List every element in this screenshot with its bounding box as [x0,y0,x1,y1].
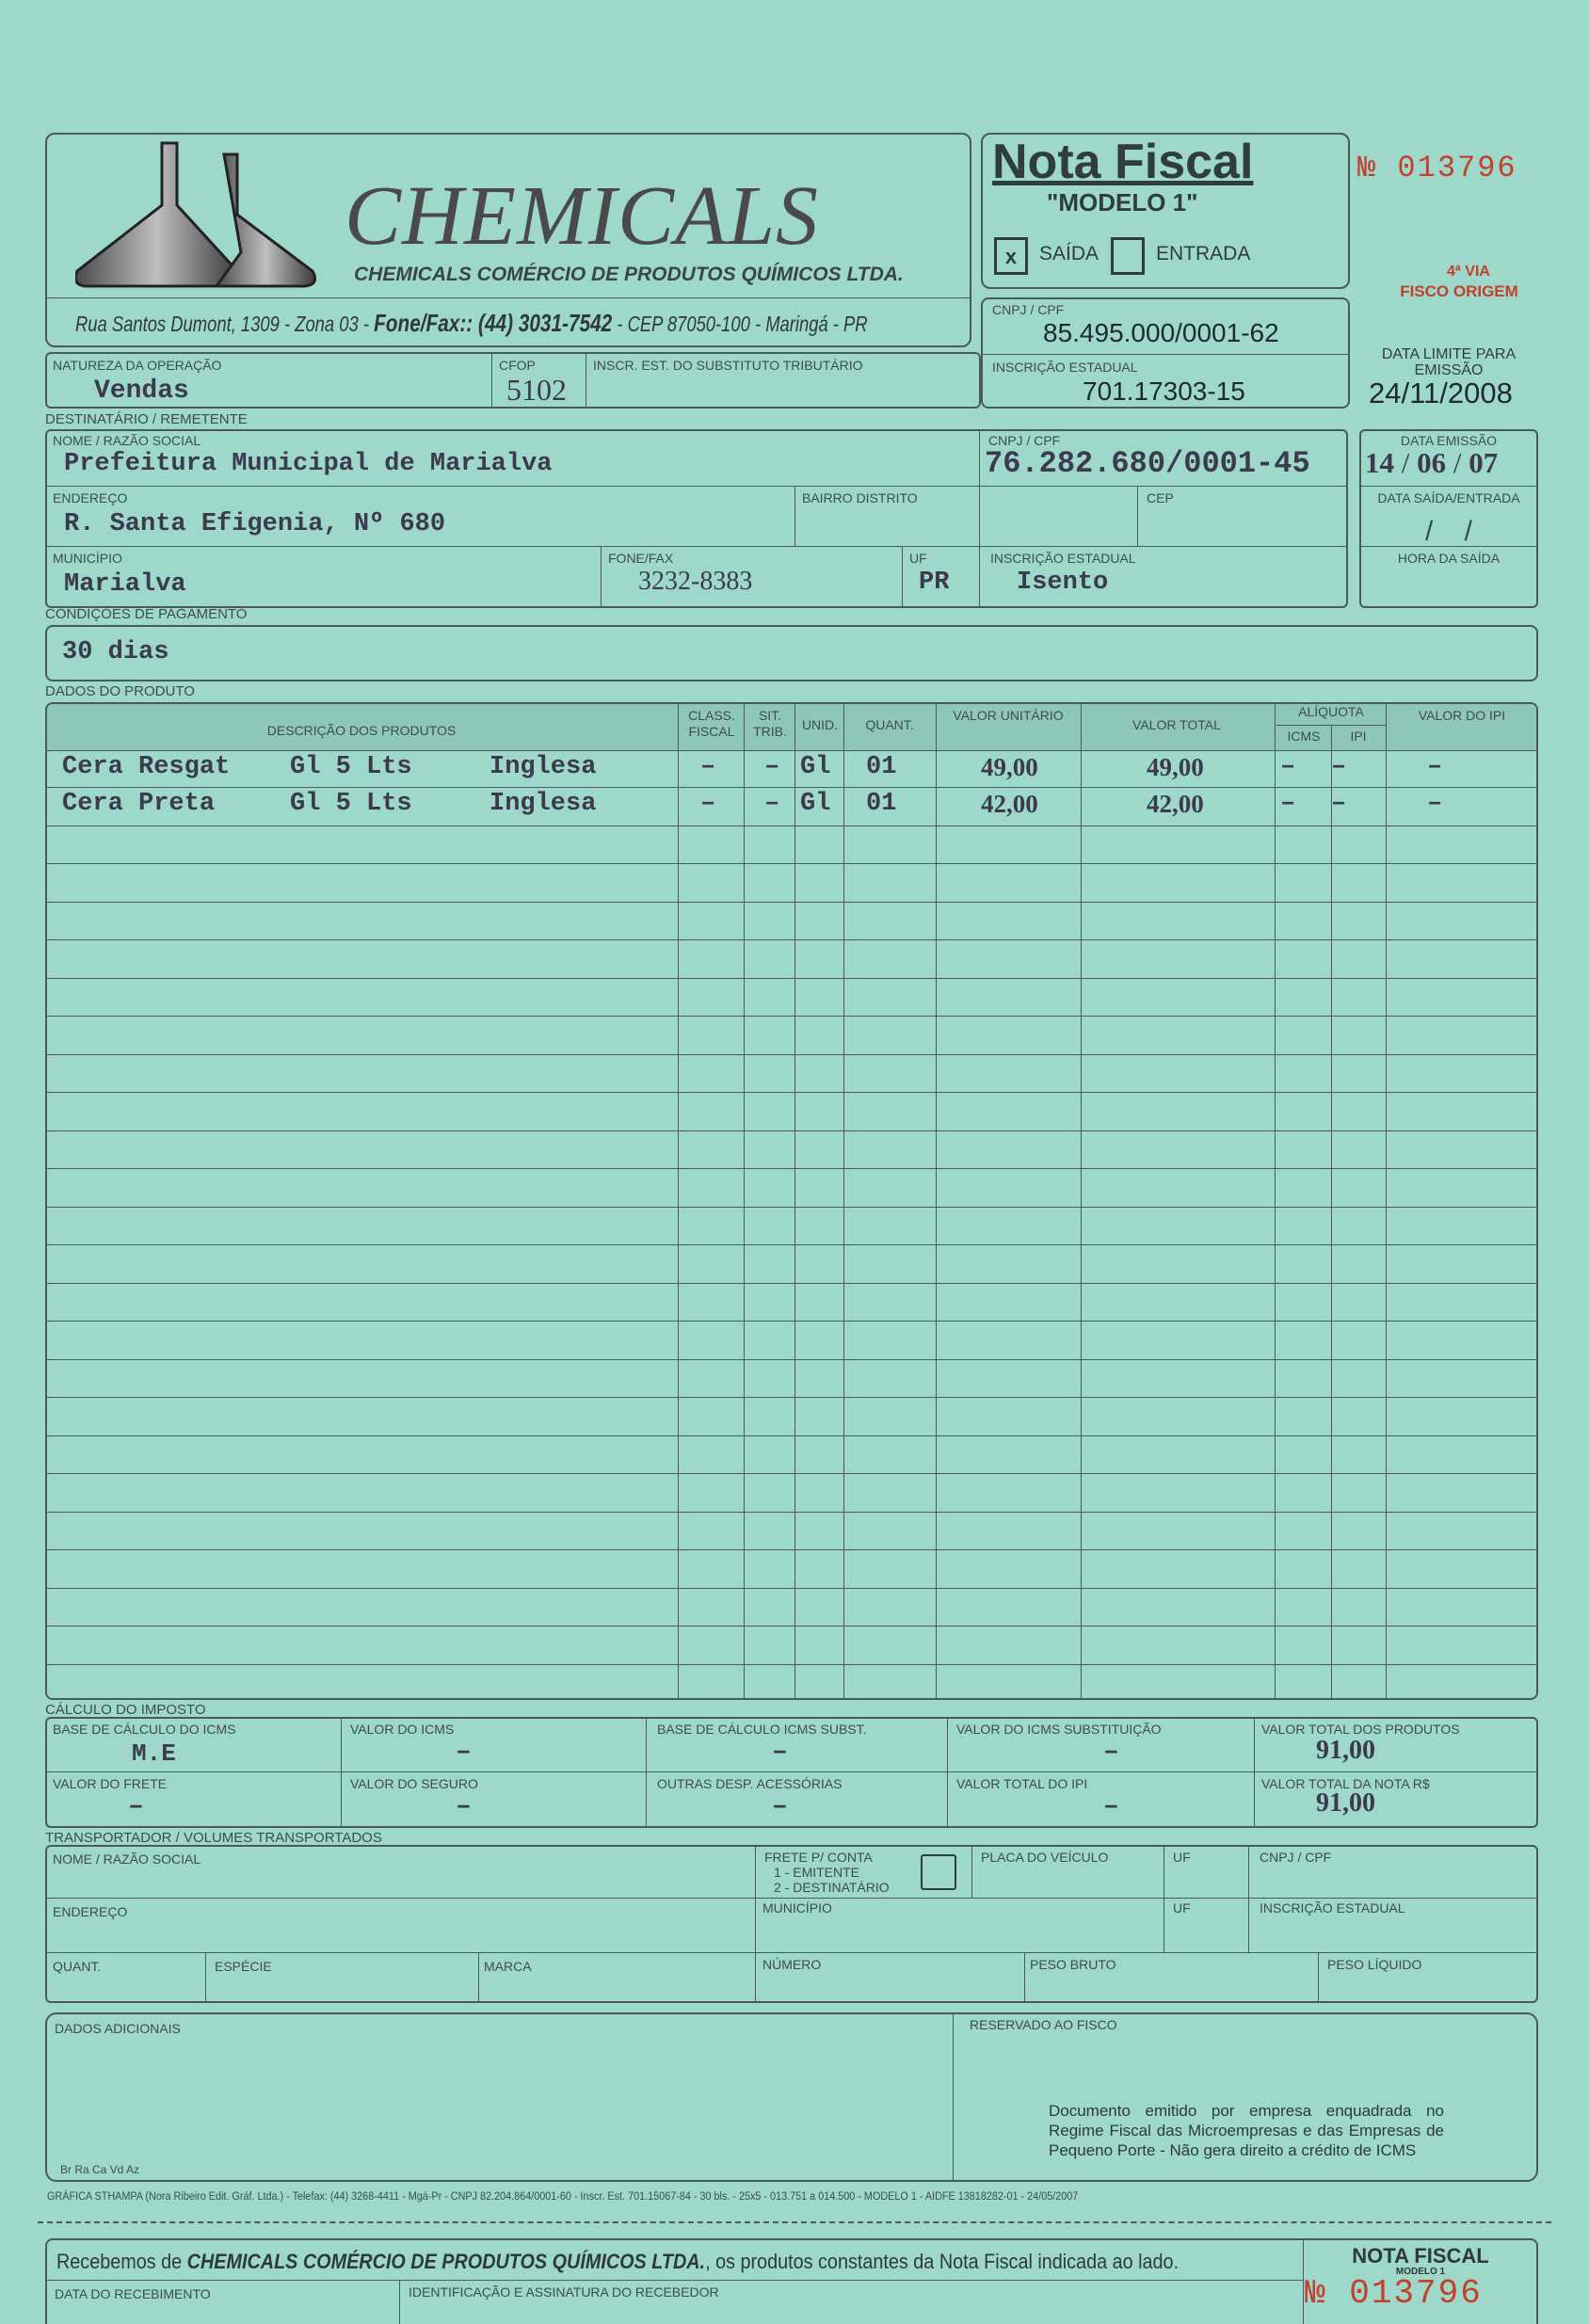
transp-peso-liquido-label: PESO LÍQUIDO [1327,1957,1422,1972]
produtos-row-line [45,1168,1538,1169]
transp-quant-label: QUANT. [53,1959,102,1974]
produto-cell-produto: Cera Resgat [62,753,231,781]
produtos-col-line [1275,702,1276,1700]
seguro-label: VALOR DO SEGURO [350,1776,478,1791]
dest-cnpj-divider [979,429,980,546]
transp-col-f [478,1952,479,2003]
produtos-row-line [45,1397,1538,1398]
produtos-row-line [45,1207,1538,1208]
hdr-unid: UNID. [801,717,839,732]
transp-col-g [1024,1952,1025,2003]
transp-marca-label: MARCA [484,1959,532,1974]
produtos-row-line [45,1473,1538,1474]
imposto-col-4 [1254,1717,1255,1828]
nota-number [1357,151,1517,185]
emitente-divider [981,354,1350,355]
adicionais-divider [953,2012,954,2182]
produtos-row-line [45,787,1538,788]
imposto-col-2 [646,1717,647,1828]
valor-icms-label: VALOR DO ICMS [350,1722,455,1737]
nota-number-prefix: № [1357,151,1378,185]
company-divider [45,297,971,298]
transp-nome-label: NOME / RAZÃO SOCIAL [53,1851,201,1867]
outras: – [772,1792,788,1821]
hdr-aliquota: ALÍQUOTA [1298,704,1364,719]
nota-number-value: 013796 [1397,151,1517,185]
produtos-row-line [45,1626,1538,1627]
canhoto-nf-number [1305,2274,1483,2313]
hora-saida-label: HORA DA SAÍDA [1397,551,1501,566]
company-address [75,309,868,338]
produtos-row-line [45,1016,1538,1017]
dest-row1-divider [45,486,1348,487]
dest-uf: PR [919,569,950,597]
dest-uf-divider [902,546,903,608]
dest-municipio: Marialva [64,570,186,599]
grafica-footer: GRÁFICA STHAMPA (Nora Ribeiro Edit. Gráf. Ltda.) - Telefax: (44) 3268-4411 - Mgá-Pr - CNPJ 82.204.864/0001-60 - Inscr. Est. 701.15067-84 - 30 bls. - 25x5 - 013.751 a 014.500 - MODELO 1 - AIDFE 13818282-01 - 24/05/2007 [47,2189,1079,2203]
data-saida-divider [1359,546,1538,547]
cfop-value: 5102 [506,373,567,407]
produto-cell-unid: Gl [800,753,831,781]
produto-cell-origem: Inglesa [490,790,597,818]
transp-peso-bruto-label: PESO BRUTO [1030,1957,1116,1972]
produto-cell-class: – [700,753,716,781]
canhoto-col-1 [399,2280,400,2324]
total-nota: 91,00 [1316,1788,1375,1818]
pagamento-value: 30 dias [62,638,169,666]
transp-col-d [1248,1845,1249,1952]
data-emissao-label: DATA EMISSÃO [1400,433,1498,448]
dest-ie: Isento [1017,569,1109,597]
transp-frete-checkbox[interactable] [921,1854,956,1890]
ipi-total-label: VALOR TOTAL DO IPI [956,1776,1088,1791]
produtos-row-line [45,1130,1538,1131]
produto-cell-class: – [700,790,716,818]
produto-cell-valor_ipi: – [1427,753,1443,781]
produtos-col-line [1081,702,1082,1700]
saida-label: SAÍDA [1039,243,1099,264]
valor-icms: – [456,1738,472,1767]
emissao-month: 06 [1417,446,1447,479]
adicionais-label: DADOS ADICIONAIS [55,2021,181,2036]
transp-uf-label: UF [1173,1850,1191,1865]
address-street: Rua Santos Dumont, 1309 - Zona 03 - [75,312,375,336]
canhoto-nf-title: NOTA FISCAL [1352,2244,1489,2268]
dest-municipio-label: MUNICÍPIO [53,551,122,566]
produtos-row-line [45,1054,1538,1055]
canhoto-divider [45,2280,1303,2281]
flask-logo-icon [75,139,322,290]
produtos-row-line [45,1359,1538,1360]
dest-bairro-label: BAIRRO DISTRITO [802,490,918,505]
dest-bairro-divider [794,486,795,546]
dest-row2-divider [45,546,1348,547]
pagamento-section-label: CONDIÇÕES DE PAGAMENTO [45,606,248,622]
produtos-row-line [45,1588,1538,1589]
transp-frete-label-2: 1 - EMITENTE [774,1865,860,1880]
modelo-label: "MODELO 1" [1047,188,1198,216]
produto-cell-unid: Gl [800,790,831,818]
produtos-row-line [45,1321,1538,1322]
produto-cell-quant: 01 [866,790,897,818]
imposto-divider [45,1771,1538,1772]
dest-cnpj: 76.282.680/0001-45 [985,446,1310,481]
produtos-col-line [678,702,679,1700]
transp-frete-label-1: FRETE P/ CONTA [764,1850,873,1865]
via-label: 4ª VIA [1447,264,1490,280]
hdr-icms: ICMS [1287,729,1321,744]
cfop-label: CFOP [499,358,536,373]
imposto-col-3 [947,1717,948,1828]
produtos-col-line [794,702,795,1700]
produtos-row-line [45,978,1538,979]
transp-ie-label: INSCRIÇÃO ESTADUAL [1260,1900,1405,1915]
base-subst-label: BASE DE CÁLCULO ICMS SUBST. [657,1722,867,1737]
dest-ie-label: INSCRIÇÃO ESTADUAL [990,551,1136,566]
dest-cep-divider [1137,486,1138,546]
produto-cell-sit: – [764,753,780,781]
ipi-total: – [1103,1792,1119,1821]
canhoto-recebemos [56,2250,1179,2274]
produto-cell-ipi: – [1331,790,1347,818]
total-produtos-label: VALOR TOTAL DOS PRODUTOS [1261,1722,1460,1737]
produtos-col-line [843,702,844,1700]
transp-uf2-label: UF [1173,1900,1191,1915]
produto-cell-quant: 01 [866,753,897,781]
canhoto-nf-number-value: 013796 [1349,2274,1483,2313]
total-nota-label: VALOR TOTAL DA NOTA R$ [1261,1776,1430,1791]
recebemos-suffix: , os produtos constantes da Nota Fiscal indicada ao lado. [705,2250,1180,2273]
entrada-checkbox[interactable] [1111,237,1145,275]
data-saida-label: DATA SAÍDA/ENTRADA [1377,490,1520,505]
transp-frete-label-3: 2 - DESTINATÁRIO [774,1880,890,1895]
produto-cell-total: 49,00 [1147,753,1204,781]
produtos-section-label: DADOS DO PRODUTO [45,683,195,699]
dest-fone-label: FONE/FAX [608,551,674,566]
transp-municipio-label: MUNICÍPIO [762,1900,832,1915]
dest-fone: 3232-8383 [638,567,753,596]
emitente-cnpj: 85.495.000/0001-62 [1043,318,1279,347]
dest-endereco: R. Santa Efigenia, Nº 680 [64,510,446,538]
canhoto-nf-modelo: MODELO 1 [1395,2267,1446,2277]
entrada-label: ENTRADA [1156,243,1251,264]
produtos-row-line [45,1092,1538,1093]
hdr-class: CLASS. FISCAL [688,708,735,739]
data-emissao-divider [1359,486,1538,487]
color-initials: Br Ra Ca Vd Az [60,2163,140,2176]
company-phone: Fone/Fax:: (44) 3031-7542 [374,309,613,337]
emitente-ie-label: INSCRIÇÃO ESTADUAL [992,360,1138,375]
transp-endereco-label: ENDEREÇO [53,1904,128,1919]
produtos-table [45,702,1538,1700]
hdr-unitario: VALOR UNITÁRIO [953,708,1064,723]
pagamento-box [45,625,1538,681]
transp-row-2 [45,1952,1538,1953]
transportador-section-label: TRANSPORTADOR / VOLUMES TRANSPORTADOS [45,1830,382,1846]
valor-subst: – [1103,1738,1119,1767]
via-sub-label: FISCO ORIGEM [1400,282,1518,300]
produto-cell-sit: – [764,790,780,818]
hdr-valor-ipi: VALOR DO IPI [1418,708,1506,723]
perforation-line [38,2221,1551,2223]
base-icms-label: BASE DE CÁLCULO DO ICMS [53,1722,236,1737]
destinatario-section-label: DESTINATÁRIO / REMETENTE [45,411,248,427]
produtos-row-line [45,1283,1538,1284]
frete: – [128,1792,144,1821]
produtos-col-line [1331,725,1332,1700]
dest-cnpj-label: CNPJ / CPF [988,433,1061,448]
nota-fiscal-title: Nota Fiscal [992,135,1254,189]
dest-uf-label: UF [909,551,927,566]
produto-cell-origem: Inglesa [490,753,597,781]
data-limite: 24/11/2008 [1369,377,1513,409]
address-cep: - CEP 87050-100 - Maringá - PR [612,312,868,336]
cfop-divider [491,352,492,409]
transp-col-a [755,1845,756,2003]
hdr-sit: SIT. TRIB. [753,708,787,739]
seguro: – [456,1792,472,1821]
valor-subst-label: VALOR DO ICMS SUBSTITUIÇÃO [956,1722,1162,1737]
produto-cell-ipi: – [1331,753,1347,781]
recebemos-company: CHEMICALS COMÉRCIO DE PRODUTOS QUÍMICOS LTDA. [186,2250,706,2273]
outras-label: OUTRAS DESP. ACESSÓRIAS [657,1776,843,1791]
produtos-row-line [45,1549,1538,1550]
data-saida-value: / / [1424,516,1472,547]
produtos-row-line [45,1664,1538,1665]
imposto-section-label: CÁLCULO DO IMPOSTO [45,1702,206,1718]
hdr-quant: QUANT. [865,717,914,732]
emissao-day: 14 [1365,446,1394,479]
hdr-ipi: IPI [1350,729,1367,744]
produtos-row-line [45,1512,1538,1513]
produtos-row-line [45,1244,1538,1245]
hdr-descricao: DESCRIÇÃO DOS PRODUTOS [266,723,457,738]
transp-cnpj-label: CNPJ / CPF [1260,1850,1332,1865]
produto-cell-icms: – [1280,790,1296,818]
produto-cell-icms: – [1280,753,1296,781]
transp-col-b [971,1845,972,1898]
me-epp-notice: Documento emitido por empresa enquadrada no Regime Fiscal das Microempresas e das Empresas de Pequeno Porte - Não gera direito a crédito de ICMS [1049,2102,1444,2159]
produto-cell-emb: Gl 5 Lts [290,753,412,781]
saida-checkbox[interactable]: x [994,237,1028,275]
dest-ie-divider [979,546,980,608]
transp-col-e [205,1952,206,2003]
data-limite-label: DATA LIMITE PARA EMISSÃO [1381,346,1517,378]
produto-cell-produto: Cera Preta [62,790,216,818]
company-legal-name: CHEMICALS COMÉRCIO DE PRODUTOS QUÍMICOS LTDA. [354,264,904,285]
natureza-value: Vendas [94,377,189,406]
base-icms: M.E [132,1739,176,1768]
dest-fone-divider [601,546,602,608]
canhoto-data-label: DATA DO RECEBIMENTO [55,2286,211,2301]
produtos-col-line [936,702,937,1700]
produto-cell-total: 42,00 [1147,790,1204,818]
transp-numero-label: NÚMERO [762,1957,822,1972]
emitente-ie: 701.17303-15 [1083,377,1245,406]
substituto-label: INSCR. EST. DO SUBSTITUTO TRIBUTÁRIO [593,358,863,373]
produto-cell-emb: Gl 5 Lts [290,790,412,818]
imposto-col-1 [341,1717,342,1828]
transp-placa-label: PLACA DO VEÍCULO [981,1850,1109,1865]
frete-label: VALOR DO FRETE [53,1776,168,1791]
produto-cell-valor_ipi: – [1427,790,1443,818]
dest-endereco-label: ENDEREÇO [53,490,128,505]
dest-nome: Prefeitura Municipal de Marialva [64,450,553,478]
produtos-row-line [45,939,1538,940]
produto-cell-unitario: 49,00 [981,753,1038,781]
emitente-cnpj-label: CNPJ / CPF [992,302,1065,317]
transp-especie-label: ESPÉCIE [215,1959,272,1974]
dest-nome-label: NOME / RAZÃO SOCIAL [53,433,201,448]
produtos-row-line [45,902,1538,903]
recebemos-prefix: Recebemos de [56,2250,187,2273]
reservado-label: RESERVADO AO FISCO [970,2017,1117,2032]
total-produtos: 91,00 [1316,1736,1375,1765]
data-emissao: 14 / 06 / 07 [1365,446,1499,479]
company-name: CHEMICALS [345,169,819,263]
produtos-col-line [744,702,745,1700]
canhoto-ident-label: IDENTIFICAÇÃO E ASSINATURA DO RECEBEDOR [409,2284,719,2300]
canhoto-nf-prefix: № [1305,2274,1327,2313]
produtos-row-line [45,863,1538,864]
produtos-col-line [1386,702,1387,1700]
transp-row-1 [45,1898,1538,1899]
produto-cell-unitario: 42,00 [981,790,1038,818]
hdr-total: VALOR TOTAL [1132,717,1221,732]
dest-cep-label: CEP [1147,490,1174,505]
base-subst: – [772,1738,788,1767]
emissao-year: 07 [1469,446,1499,479]
produtos-row-line [45,825,1538,826]
produtos-row-line [45,1435,1538,1436]
transp-col-h [1318,1952,1319,2003]
natureza-label: NATUREZA DA OPERAÇÃO [53,358,222,373]
